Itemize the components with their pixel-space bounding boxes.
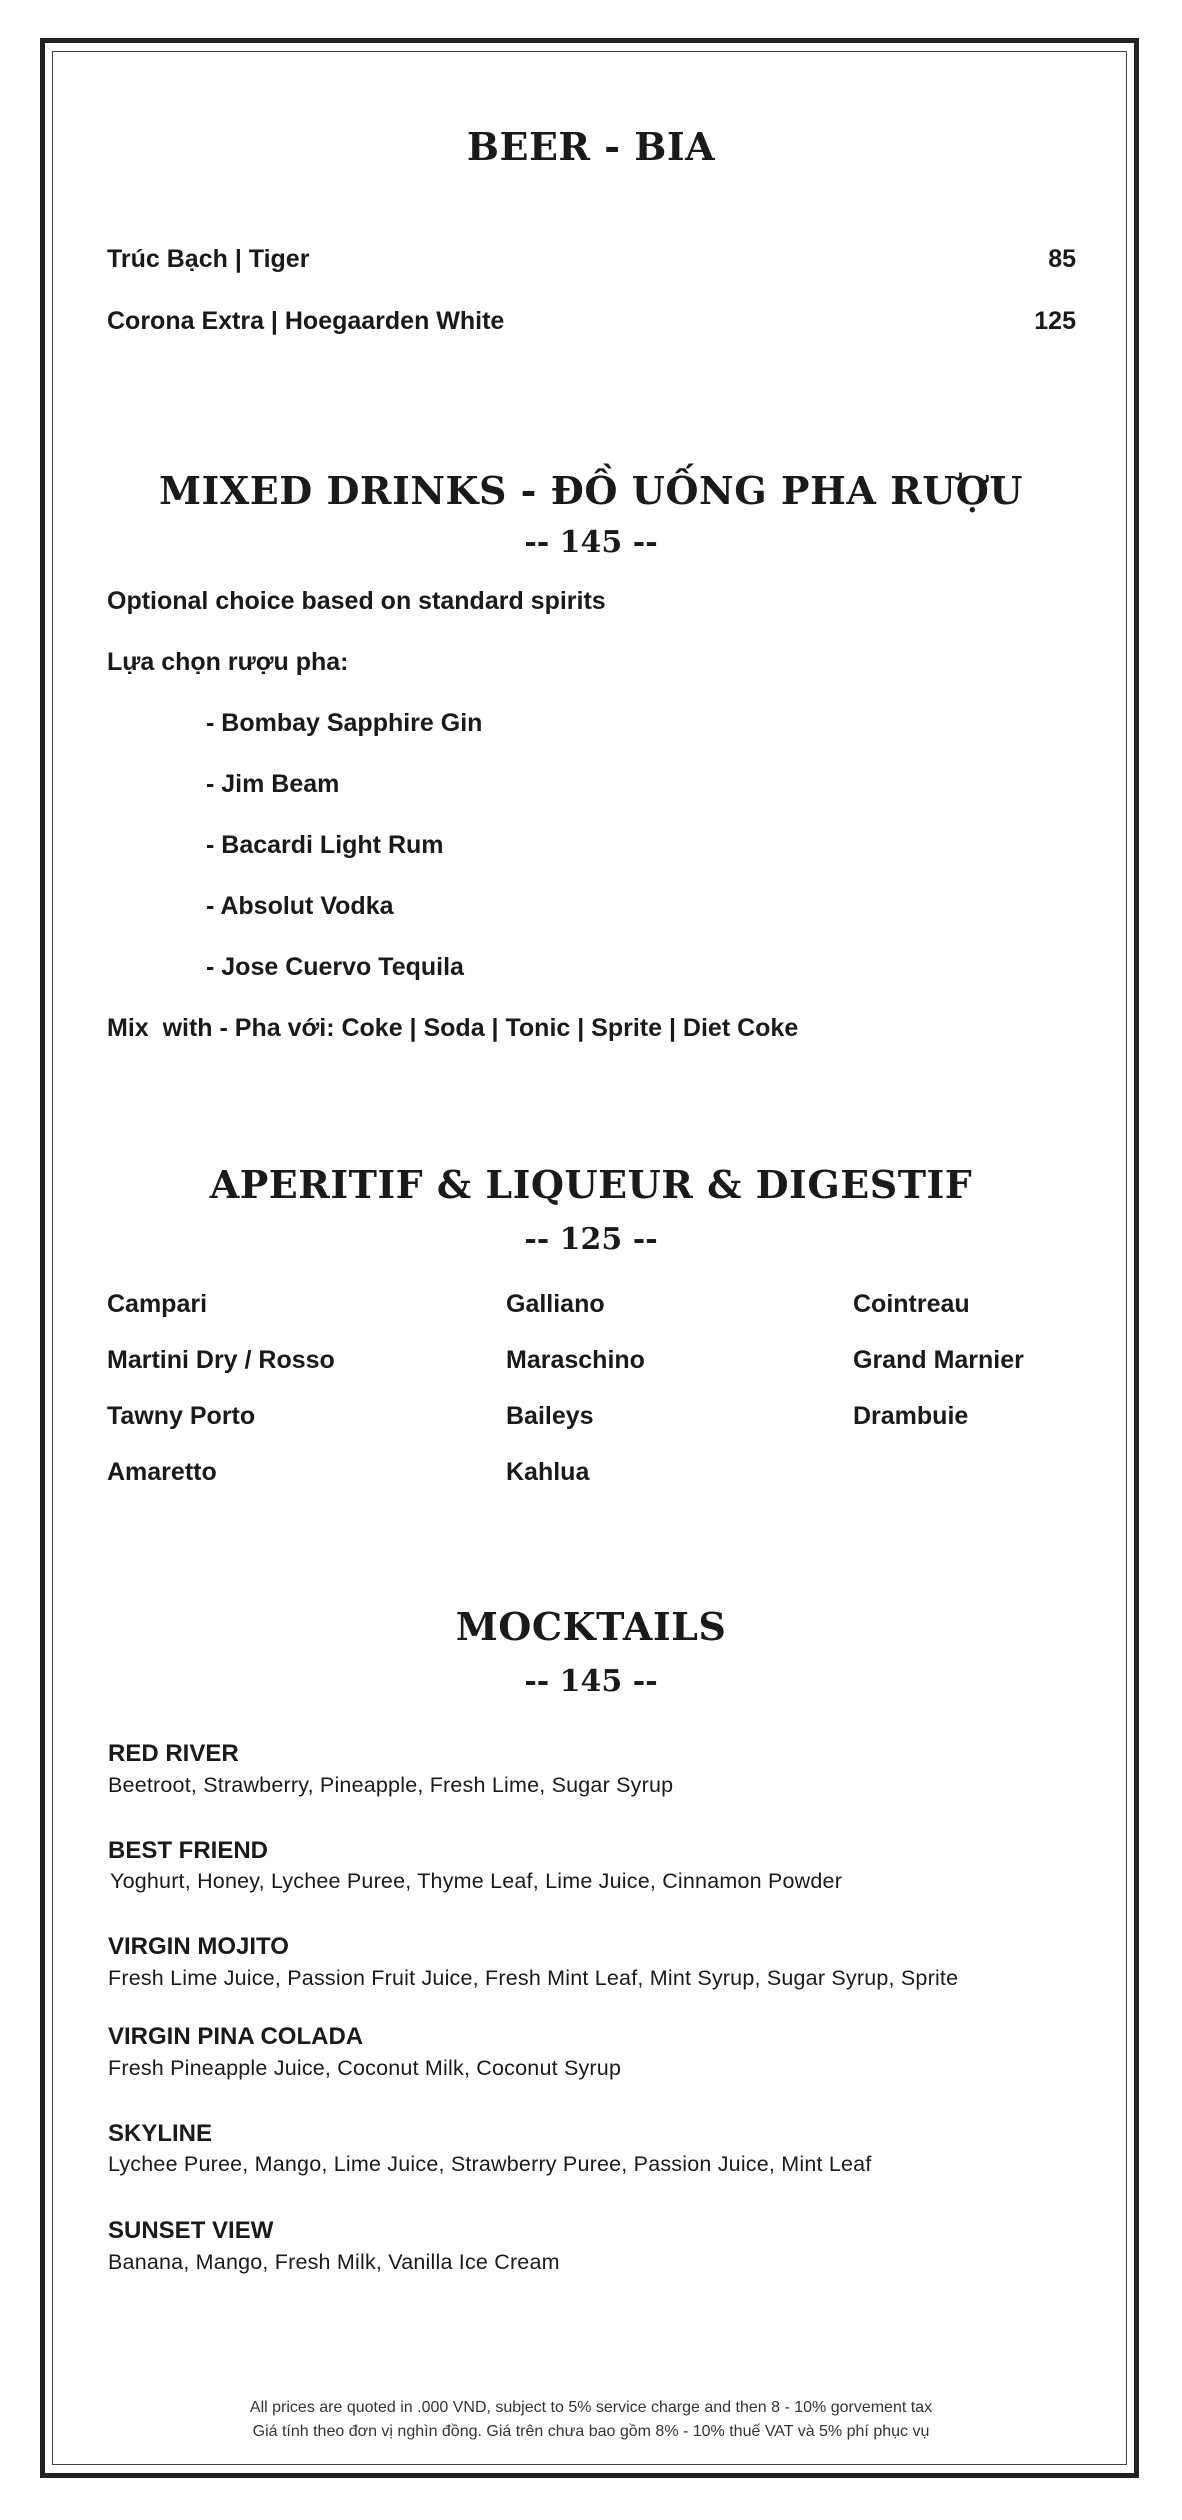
aperitif-item: Kahlua — [506, 1458, 590, 1486]
spirit-option: - Jim Beam — [206, 770, 340, 798]
aperitif-item: Tawny Porto — [107, 1402, 256, 1430]
mocktail-name: SKYLINE — [108, 2120, 213, 2147]
mixed-drinks-choice-label: Lựa chọn rượu pha: — [107, 648, 349, 676]
aperitif-item: Drambuie — [853, 1402, 969, 1430]
aperitif-item: Campari — [107, 1290, 208, 1318]
mocktails-price: -- 145 -- — [524, 1664, 658, 1699]
footer-price-note-vi: Giá tính theo đơn vị nghìn đồng. Giá trên chưa bao gồm 8% - 10% thuế VAT và 5% phí phục vụ — [252, 2423, 930, 2440]
aperitif-item: Baileys — [506, 1402, 594, 1430]
beer-section-title: BEER - BIA — [466, 124, 716, 169]
aperitif-item: Galliano — [506, 1290, 605, 1318]
beer-item-price: 85 — [1048, 245, 1076, 273]
mocktail-description: Lychee Puree, Mango, Lime Juice, Strawberry Puree, Passion Juice, Mint Leaf — [108, 2152, 872, 2176]
aperitif-item: Martini Dry / Rosso — [107, 1346, 335, 1374]
mocktail-description: Fresh Pineapple Juice, Coconut Milk, Coconut Syrup — [108, 2056, 622, 2080]
mocktails-section-title: MOCKTAILS — [455, 1604, 727, 1649]
spirit-option: - Bombay Sapphire Gin — [206, 709, 483, 737]
menu-inner-border — [52, 51, 1127, 2465]
mocktail-name: VIRGIN MOJITO — [108, 1933, 289, 1960]
mixed-drinks-section-title: MIXED DRINKS - ĐỒ UỐNG PHA RƯỢU — [158, 468, 1024, 513]
beer-item-name: Corona Extra | Hoegaarden White — [107, 307, 505, 335]
mocktail-name: SUNSET VIEW — [108, 2217, 274, 2244]
aperitif-item: Cointreau — [853, 1290, 970, 1318]
footer-price-note-en: All prices are quoted in .000 VND, subject to 5% service charge and then 8 - 10% gorvement tax — [249, 2399, 933, 2416]
mixed-drinks-mixers: Mix with - Pha với: Coke | Soda | Tonic | Sprite | Diet Coke — [107, 1014, 799, 1042]
spirit-option: - Jose Cuervo Tequila — [206, 953, 464, 981]
aperitif-price: -- 125 -- — [524, 1222, 658, 1257]
aperitif-item: Maraschino — [506, 1346, 645, 1374]
aperitif-item: Grand Marnier — [853, 1346, 1024, 1374]
mocktail-description: Yoghurt, Honey, Lychee Puree, Thyme Leaf, Lime Juice, Cinnamon Powder — [110, 1869, 843, 1893]
spirit-option: - Bacardi Light Rum — [206, 831, 444, 859]
mocktail-description: Beetroot, Strawberry, Pineapple, Fresh Lime, Sugar Syrup — [108, 1773, 674, 1797]
mocktail-name: BEST FRIEND — [108, 1837, 269, 1864]
aperitif-item: Amaretto — [107, 1458, 217, 1486]
mocktail-name: VIRGIN PINA COLADA — [108, 2023, 364, 2050]
mocktail-description: Fresh Lime Juice, Passion Fruit Juice, Fresh Mint Leaf, Mint Syrup, Sugar Syrup, Sprite — [108, 1966, 959, 1990]
beer-item-name: Trúc Bạch | Tiger — [107, 245, 310, 273]
mocktail-description: Banana, Mango, Fresh Milk, Vanilla Ice Cream — [108, 2250, 560, 2274]
aperitif-section-title: APERITIF & LIQUEUR & DIGESTIF — [209, 1162, 973, 1207]
spirit-option: - Absolut Vodka — [206, 892, 394, 920]
beer-item-price: 125 — [1034, 307, 1076, 335]
mixed-drinks-intro: Optional choice based on standard spirits — [107, 587, 606, 615]
mocktail-name: RED RIVER — [108, 1740, 239, 1767]
mixed-drinks-price: -- 145 -- — [524, 525, 658, 560]
